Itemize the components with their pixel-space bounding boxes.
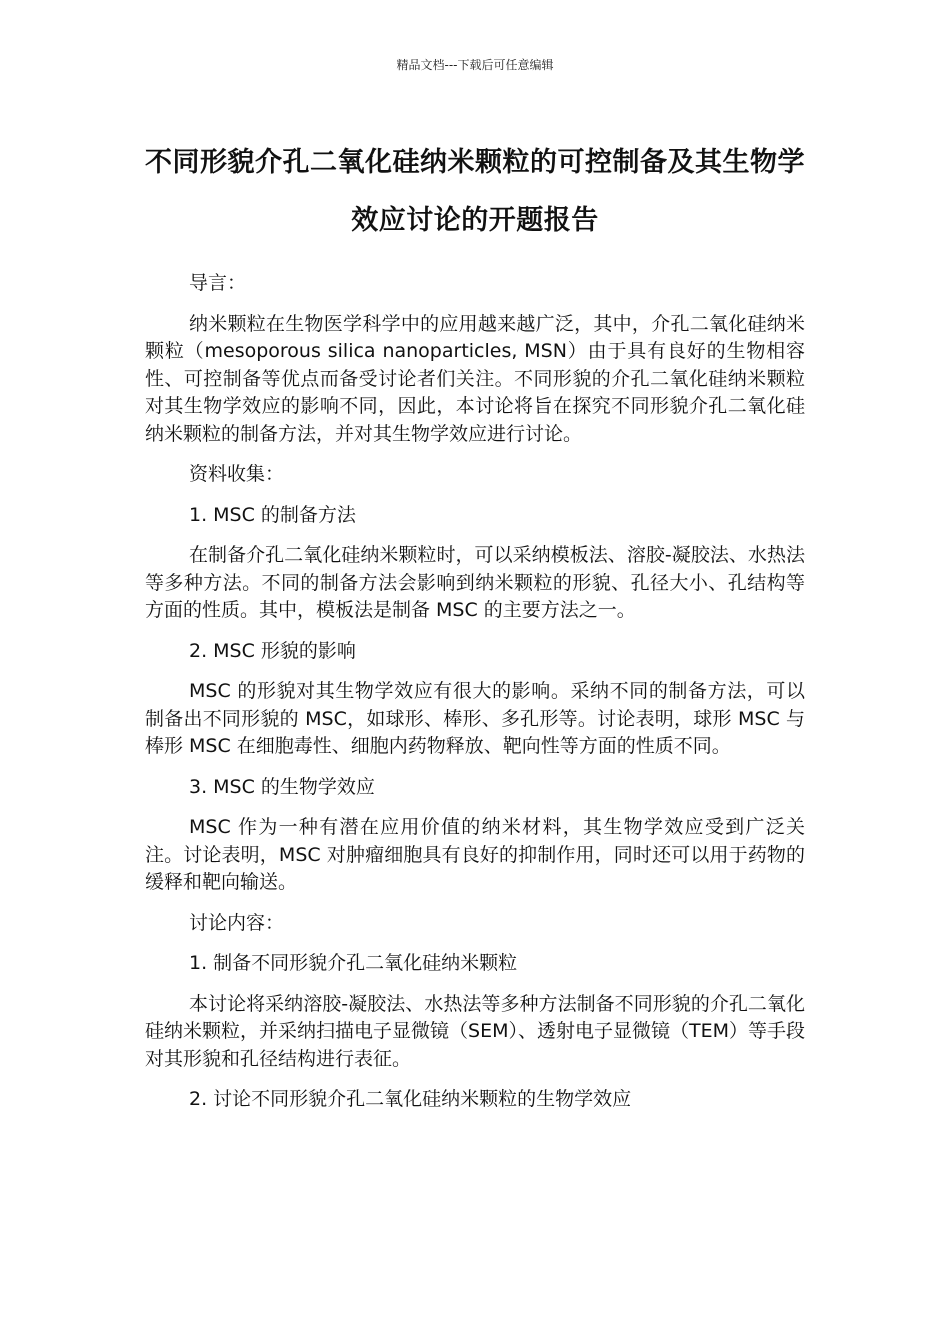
paragraph-intro-heading: 导言： [189,272,247,294]
document-title: 不同形貌介孔二氧化硅纳米颗粒的可控制备及其生物学效应讨论的开题报告 [145,147,805,236]
paragraph-content-item-2: 2. 讨论不同形貌介孔二氧化硅纳米颗粒的生物学效应 [189,1088,632,1110]
paragraph-intro: 纳米颗粒在生物医学科学中的应用越来越广泛，其中，介孔二氧化硅纳米颗粒（mesoporous silica nanoparticles, MSN）由于具有良好的生物相容性、可控制备等优点而备受讨论者们关注。不同形貌的介孔二氧化硅纳米颗粒对其生物学效应的影响不同，因此，本讨论将旨在探究不同形貌介孔二氧化硅纳米颗粒的制备方法，并对其生物学效应进行讨论。 [145,312,805,445]
paragraph-content-item-1: 1. 制备不同形貌介孔二氧化硅纳米颗粒 [189,952,518,974]
paragraph-subheading-1: 1. MSC 的制备方法 [189,503,356,526]
paragraph-morphology: MSC 的形貌对其生物学效应有很大的影响。采纳不同的制备方法，可以制备出不同形貌的 MSC，如球形、棒形、多孔形等。讨论表明，球形 MSC 与棒形 MSC 在细胞毒性、细胞内药物释放、靶向性等方面的性质不同。 [145,680,805,757]
paragraph-subheading-3: 3. MSC 的生物学效应 [189,775,375,798]
document-body [145,270,805,1127]
paragraph-subheading-2: 2. MSC 形貌的影响 [189,639,356,662]
paragraph-preparation: 在制备介孔二氧化硅纳米颗粒时，可以采纳模板法、溶胶-凝胶法、水热法等多种方法。不同的制备方法会影响到纳米颗粒的形貌、孔径大小、孔结构等方面的性质。其中，模板法是制备 MSC 的主要方法之一。 [145,544,805,621]
paragraph-data-heading: 资料收集： [189,463,285,485]
paragraph-content-detail-1: 本讨论将采纳溶胶-凝胶法、水热法等多种方法制备不同形貌的介孔二氧化硅纳米颗粒，并采纳扫描电子显微镜（SEM）、透射电子显微镜（TEM）等手段对其形貌和孔径结构进行表征。 [145,992,805,1070]
paragraph-bio-effects: MSC 作为一种有潜在应用价值的纳米材料，其生物学效应受到广泛关注。讨论表明，MSC 对肿瘤细胞具有良好的抑制作用，同时还可以用于药物的缓释和靶向输送。 [145,816,805,893]
header-note: 精品文档---下载后可任意编辑 [396,58,554,72]
paragraph-content-heading: 讨论内容： [189,911,285,934]
